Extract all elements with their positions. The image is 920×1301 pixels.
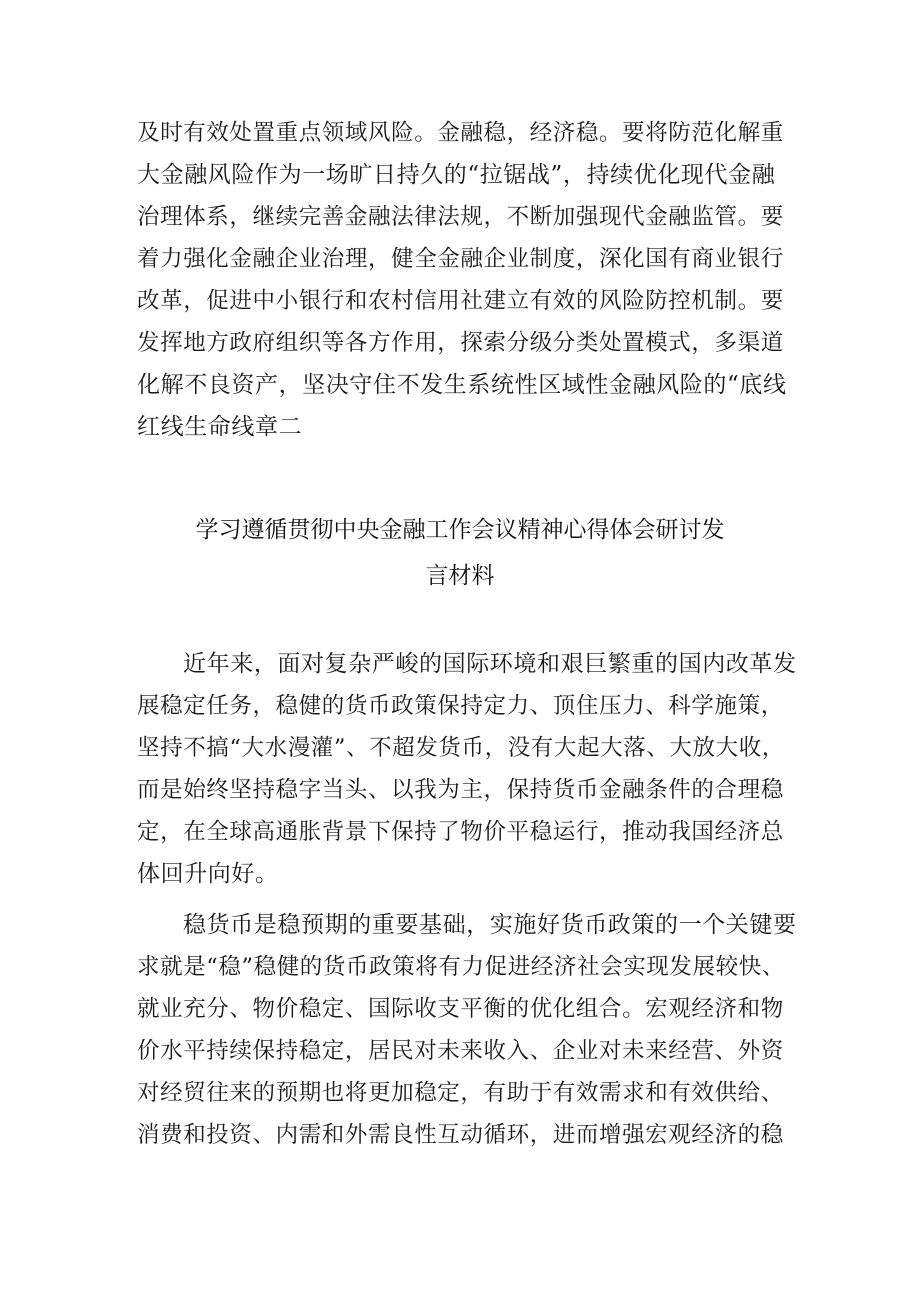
text-line: 坚持不搞“大水漫灌”、不超发货币，没有大起大落、大放大收， xyxy=(137,735,785,761)
text-line: 稳货币是稳预期的重要基础，实施好货币政策的一个关键要 xyxy=(183,912,797,938)
text-line: 改革，促进中小银行和农村信用社建立有效的风险防控机制。要 xyxy=(137,288,784,314)
text-line: 体回升向好。 xyxy=(137,861,279,887)
text-line: 化解不良资产，坚决守住不发生系统性区域性金融风险的“底线 xyxy=(137,372,787,398)
text-line: 着力强化金融企业治理，健全金融企业制度，深化国有商业银行 xyxy=(137,246,784,272)
text-line: 及时有效处置重点领域风险。金融稳，经济稳。要将防范化解重 xyxy=(137,120,784,146)
text-line: 红线生命线章二 xyxy=(137,414,303,440)
text-line: 对经贸往来的预期也将更加稳定，有助于有效需求和有效供给、 xyxy=(137,1080,784,1106)
title-line: 学习遵循贯彻中央金融工作会议精神心得体会研讨发 xyxy=(195,517,725,543)
text-line: 发挥地方政府组织等各方作用，探索分级分类处置模式，多渠道 xyxy=(137,330,784,356)
text-line: 就业充分、物价稳定、国际收支平衡的优化组合。宏观经济和物 xyxy=(137,996,784,1022)
text-line: 消费和投资、内需和外需良性互动循环，进而增强宏观经济的稳 xyxy=(137,1122,784,1148)
text-line: 而是始终坚持稳字当头、以我为主，保持货币金融条件的合理稳 xyxy=(137,777,784,803)
text-line: 治理体系，继续完善金融法律法规，不断加强现代金融监管。要 xyxy=(137,204,784,230)
text-line: 价水平持续保持稳定，居民对未来收入、企业对未来经营、外资 xyxy=(137,1038,784,1064)
text-line: 求就是“稳”稳健的货币政策将有力促进经济社会实现发展较快、 xyxy=(137,954,785,980)
text-line: 大金融风险作为一场旷日持久的“拉锯战”，持续优化现代金融 xyxy=(137,162,776,188)
text-line: 近年来，面对复杂严峻的国际环境和艰巨繁重的国内改革发 xyxy=(183,651,797,677)
text-line: 定，在全球高通胀背景下保持了物价平稳运行，推动我国经济总 xyxy=(137,819,784,845)
text-line: 展稳定任务，稳健的货币政策保持定力、顶住压力、科学施策， xyxy=(137,693,784,719)
title-line: 言材料 xyxy=(425,563,495,589)
